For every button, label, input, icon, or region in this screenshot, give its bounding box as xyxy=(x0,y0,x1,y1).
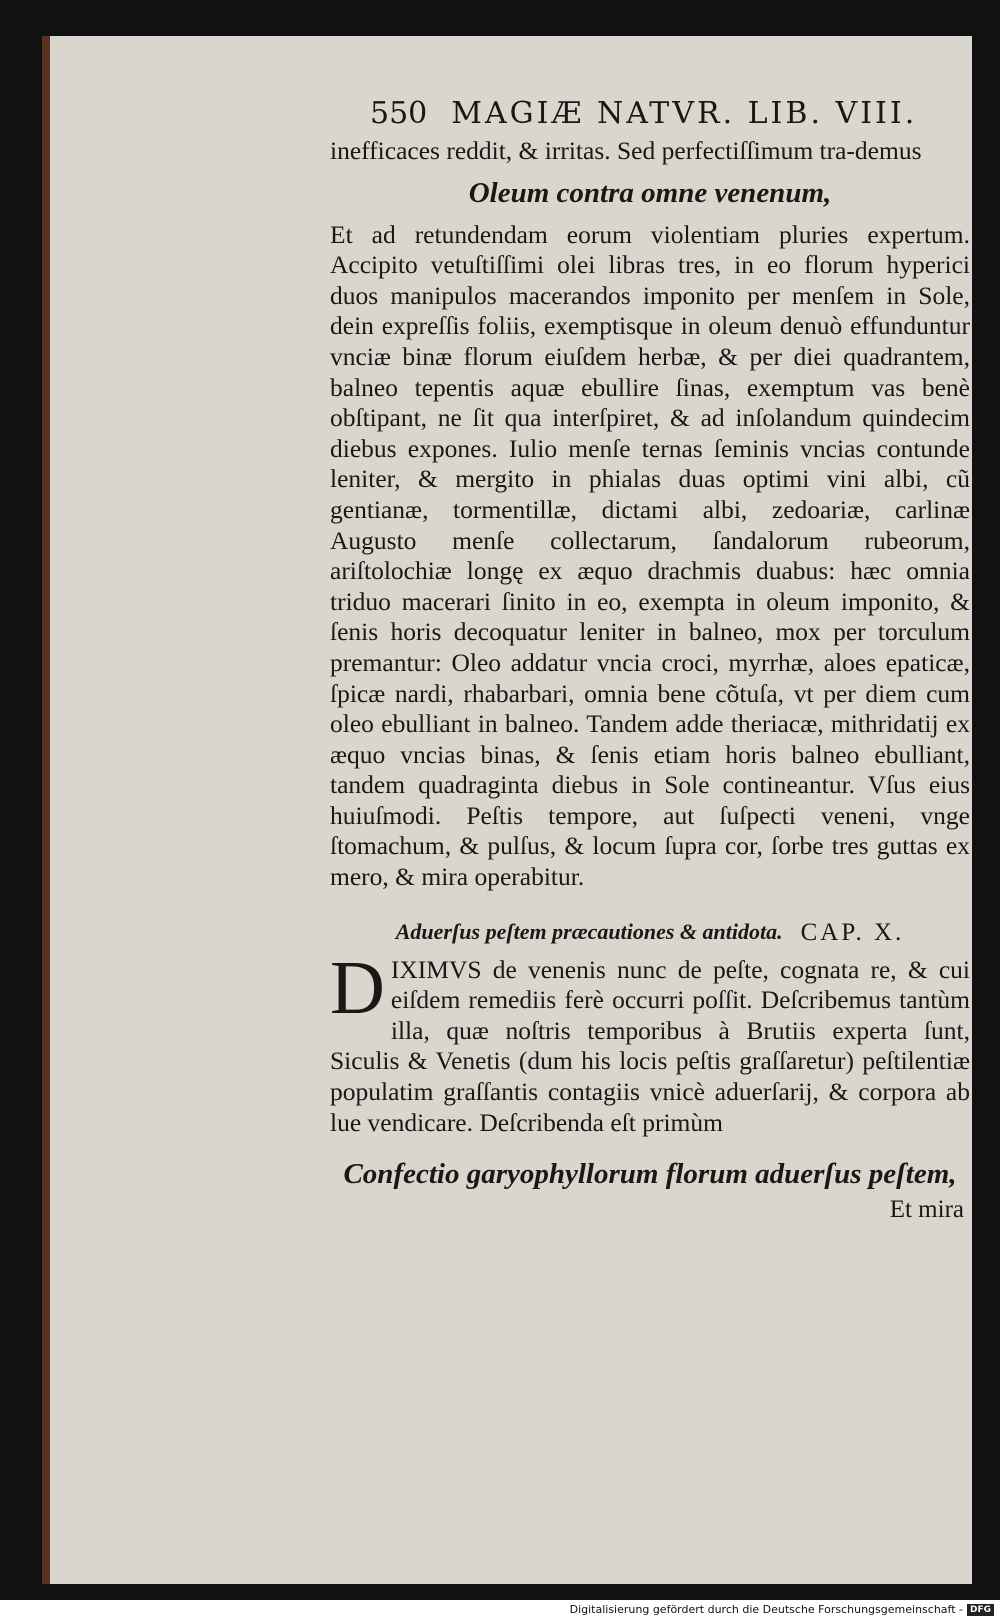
chapter-text: IXIMVS de venenis nunc de peſte, cognata re, & cui eiſdem remediis ferè occurri poſſit. Deſcribemus tantùm illa, quæ noſtris temporibus à Brutiis experta ſunt, Siculis & Venetis (dum his locis peſtis graſſaretur) peſtilentiæ populatim graſſantis contagiis vnicè aduerſarij, & corpora ab lue vendicare. Deſcribenda eſt primùm xyxy=(330,954,970,1137)
intro-text: inefficaces reddit, & irritas. Sed perfectiſſimum tra-demus xyxy=(330,136,922,165)
intro-paragraph xyxy=(330,136,970,167)
drop-capital: D xyxy=(330,945,385,1030)
chapter-label: CAP. X. xyxy=(800,918,905,946)
page-content xyxy=(330,96,970,1224)
oleum-text: Et ad retundendam eorum violentiam pluries expertum. Accipito vetuſtiſſimi olei libras tres, in eo florum hyperici duos manipulos macerandos imponito per menſem in Sole, dein expreſſis foliis, exemptisque in oleum denuò effunduntur vnciæ binæ florum eiuſdem herbæ, & per diei quadrantem, balneo tepentis aquæ ebullire ſinas, exemptum vas benè obſtipant, ne ſit qua interſpiret, & ad inſolandum quindecim diebus expones. Iulio menſe ternas ſeminis vncias contunde leniter, & mergito in phialas duas optimi vini albi, cũ gentianæ, tormentillæ, dictami albi, zedoariæ, carlinæ Augusto menſe collectarum, ſandalorum rubeorum, ariſtolochiæ longę ex æquo drachmis duabus: hæc omnia triduo macerari ſinito in eo, exempta in oleum imponito, & ſenis horis decoquatur leniter in balneo, mox per torculum premantur: Oleo addatur vncia croci, myrrhæ, aloes epaticæ, ſpicæ nardi, rhabarbari, omnia bene cõtuſa, vt per diem cum oleo ebulliant in balneo. Tandem adde theriacæ, mithridatij ex æquo vncias binas, & ſenis etiam horis balneo ebulliant, tandem quadraginta diebus in Sole contineantur. Vſus eius huiuſmodi. Peſtis tempore, aut ſuſpecti veneni, vnge ſtomachum, & pulſus, & locum ſupra cor, ſorbe tres guttas ex mero, & mira operabitur. xyxy=(330,219,970,892)
book-page xyxy=(42,36,972,1584)
dfg-logo: DFG xyxy=(967,1604,994,1616)
footer-text: Digitalisierung gefördert durch die Deutsche Forschungsgemeinschaft - xyxy=(569,1603,963,1616)
running-header xyxy=(370,96,970,136)
chapter-body xyxy=(330,945,970,1139)
catchword: Et mira xyxy=(889,1196,964,1224)
section-title-confectio: Confectio garyophyllorum florum aduerſus peſtem, xyxy=(343,1158,957,1191)
section-title-oleum: Oleum contra omne venenum, xyxy=(468,176,832,209)
section-body-oleum xyxy=(330,220,970,893)
running-title: MAGIÆ NATVR. LIB. VIII. xyxy=(451,96,918,131)
chapter-title: Aduerſus peſtem præcautiones & antidota. xyxy=(395,918,783,944)
page-number: 550 xyxy=(370,96,428,131)
digitization-footer xyxy=(570,1603,994,1616)
chapter-heading xyxy=(330,919,970,947)
